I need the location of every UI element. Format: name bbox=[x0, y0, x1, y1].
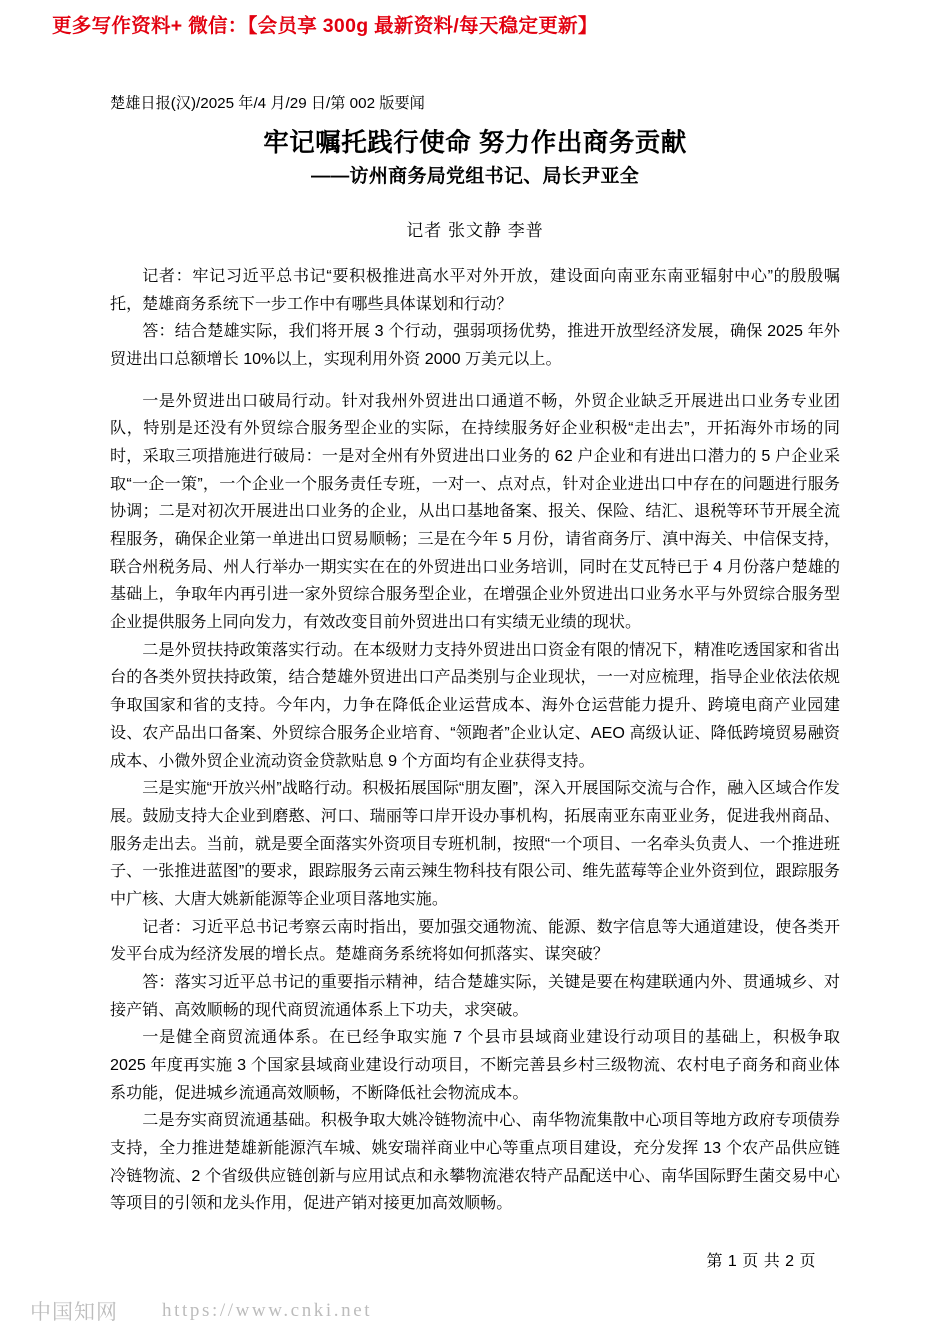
paragraph: 三是实施“开放兴州”战略行动。积极拓展国际“朋友圈”，深入开展国际交流与合作，融入区域合作发展。鼓励支持大企业到磨憨、河口、瑞丽等口岸开设办事机构，拓展南亚东南亚业务，促进我州商品、服务走出去。当前，就是要全面落实外资项目专班机制，按照“一个项目、一名牵头负责人、一个推进班子、一张推进蓝图”的要求，跟踪服务云南云辣生物科技有限公司、维先蓝莓等企业外资到位，跟踪服务中广核、大唐大姚新能源等企业项目落地实施。 bbox=[110, 779, 840, 908]
paragraph: 二是夯实商贸流通基础。积极争取大姚冷链物流中心、南华物流集散中心项目等地方政府专项债券支持，全力推进楚雄新能源汽车城、姚安瑞祥商业中心等重点项目建设，充分发挥 13 个农产品供应链冷链物流、2 个省级供应链创新与应用试点和永攀物流港农特产品配送中心、南华国际野生菌交易中心等项目的引领和龙头作用，促进产销对接更加高效顺畅。 bbox=[110, 1111, 840, 1213]
cnki-url-label: https://www.cnki.net bbox=[162, 1300, 373, 1321]
page-number-footer: 第 1 页 共 2 页 bbox=[706, 1252, 816, 1270]
cnki-watermark bbox=[30, 1296, 372, 1326]
document-content bbox=[110, 92, 840, 1271]
paragraph: 答：结合楚雄实际，我们将开展 3 个行动，强弱项扬优势，推进开放型经济发展，确保 2025 年外贸进出口总额增长 10%以上，实现利用外资 2000 万美元以上。 bbox=[110, 322, 840, 369]
paragraph: 一是外贸进出口破局行动。针对我州外贸进出口通道不畅，外贸企业缺乏开展进出口业务专业团队，特别是还没有外贸综合服务型企业的实际，在持续服务好企业积极“走出去”，开拓海外市场的同时，采取三项措施进行破局：一是对全州有外贸进出口业务的 62 户企业和有进出口潜力的 5 户企业采取“一企一策”，一个企业一个服务责任专班，一对一、点对点，针对企业进出口中存在的问题进行服务协调；二是对初次开展进出口业务的企业，从出口基地备案、报关、保险、结汇、退税等环节开展全流程服务，确保企业第一单进出口贸易顺畅；三是在今年 5 月份，请省商务厅、滇中海关、中信保支持，联合州税务局、州人行举办一期实实在在的外贸进出口业务培训，同时在艾瓦特已于 4 月份落户楚雄的基础上，争取年内再引进一家外贸综合服务型企业，在增强企业外贸进出口业务水平与外贸综合服务型企业提供服务上同向发力，有效改变目前外贸进出口有实绩无业绩的现状。 bbox=[110, 391, 840, 632]
paragraph: 记者：习近平总书记考察云南时指出，要加强交通物流、能源、数字信息等大通道建设，使各类开发平台成为经济发展的增长点。楚雄商务系统将如何抓落实、谋突破？ bbox=[110, 917, 840, 964]
article-body bbox=[110, 263, 840, 1218]
paragraph: 二是外贸扶持政策落实行动。在本级财力支持外贸进出口资金有限的情况下，精准吃透国家和省出台的各类外贸扶持政策，结合楚雄外贸进出口产品类别与企业现状，一一对应梳理，指导企业依法依规争取国家和省的支持。今年内，力争在降低企业运营成本、海外仓运营能力提升、跨境电商产业园建设、农产品出口备案、外贸综合服务企业培育、“领跑者”企业认定、AEO 高级认证、降低跨境贸易融资成本、小微外贸企业流动资金贷款贴息 9 个方面均有企业获得支持。 bbox=[110, 640, 840, 770]
paragraph: 答：落实习近平总书记的重要指示精神，结合楚雄实际，关键是要在构建联通内外、贯通城乡、对接产销、高效顺畅的现代商贸流通体系上下功夫，求突破。 bbox=[110, 972, 840, 1019]
cnki-brand-label: 中国知网 bbox=[30, 1300, 118, 1324]
byline: 记者 张文静 李普 bbox=[406, 221, 544, 241]
page-title: 牢记嘱托践行使命 努力作出商务贡献 bbox=[263, 129, 687, 158]
promo-banner: 更多写作资料+ 微信：【会员享 300g 最新资料/每天稳定更新】 bbox=[52, 15, 598, 37]
page-subtitle: ——访州商务局党组书记、局长尹亚全 bbox=[310, 166, 640, 188]
source-citation-line: 楚雄日报(汉)/2025 年/4 月/29 日/第 002 版要闻 bbox=[110, 95, 425, 112]
paragraph: 记者：牢记习近平总书记“要积极推进高水平对外开放，建设面向南亚东南亚辐射中心”的殷殷嘱托，楚雄商务系统下一步工作中有哪些具体谋划和行动？ bbox=[110, 267, 840, 313]
paragraph: 一是健全商贸流通体系。在已经争取实施 7 个县市县域商业建设行动项目的基础上，积极争取 2025 年度再实施 3 个国家县域商业建设行动项目，不断完善县乡村三级物流、农村电子商务和商业体系功能，促进城乡流通高效顺畅，不断降低社会物流成本。 bbox=[110, 1028, 840, 1102]
